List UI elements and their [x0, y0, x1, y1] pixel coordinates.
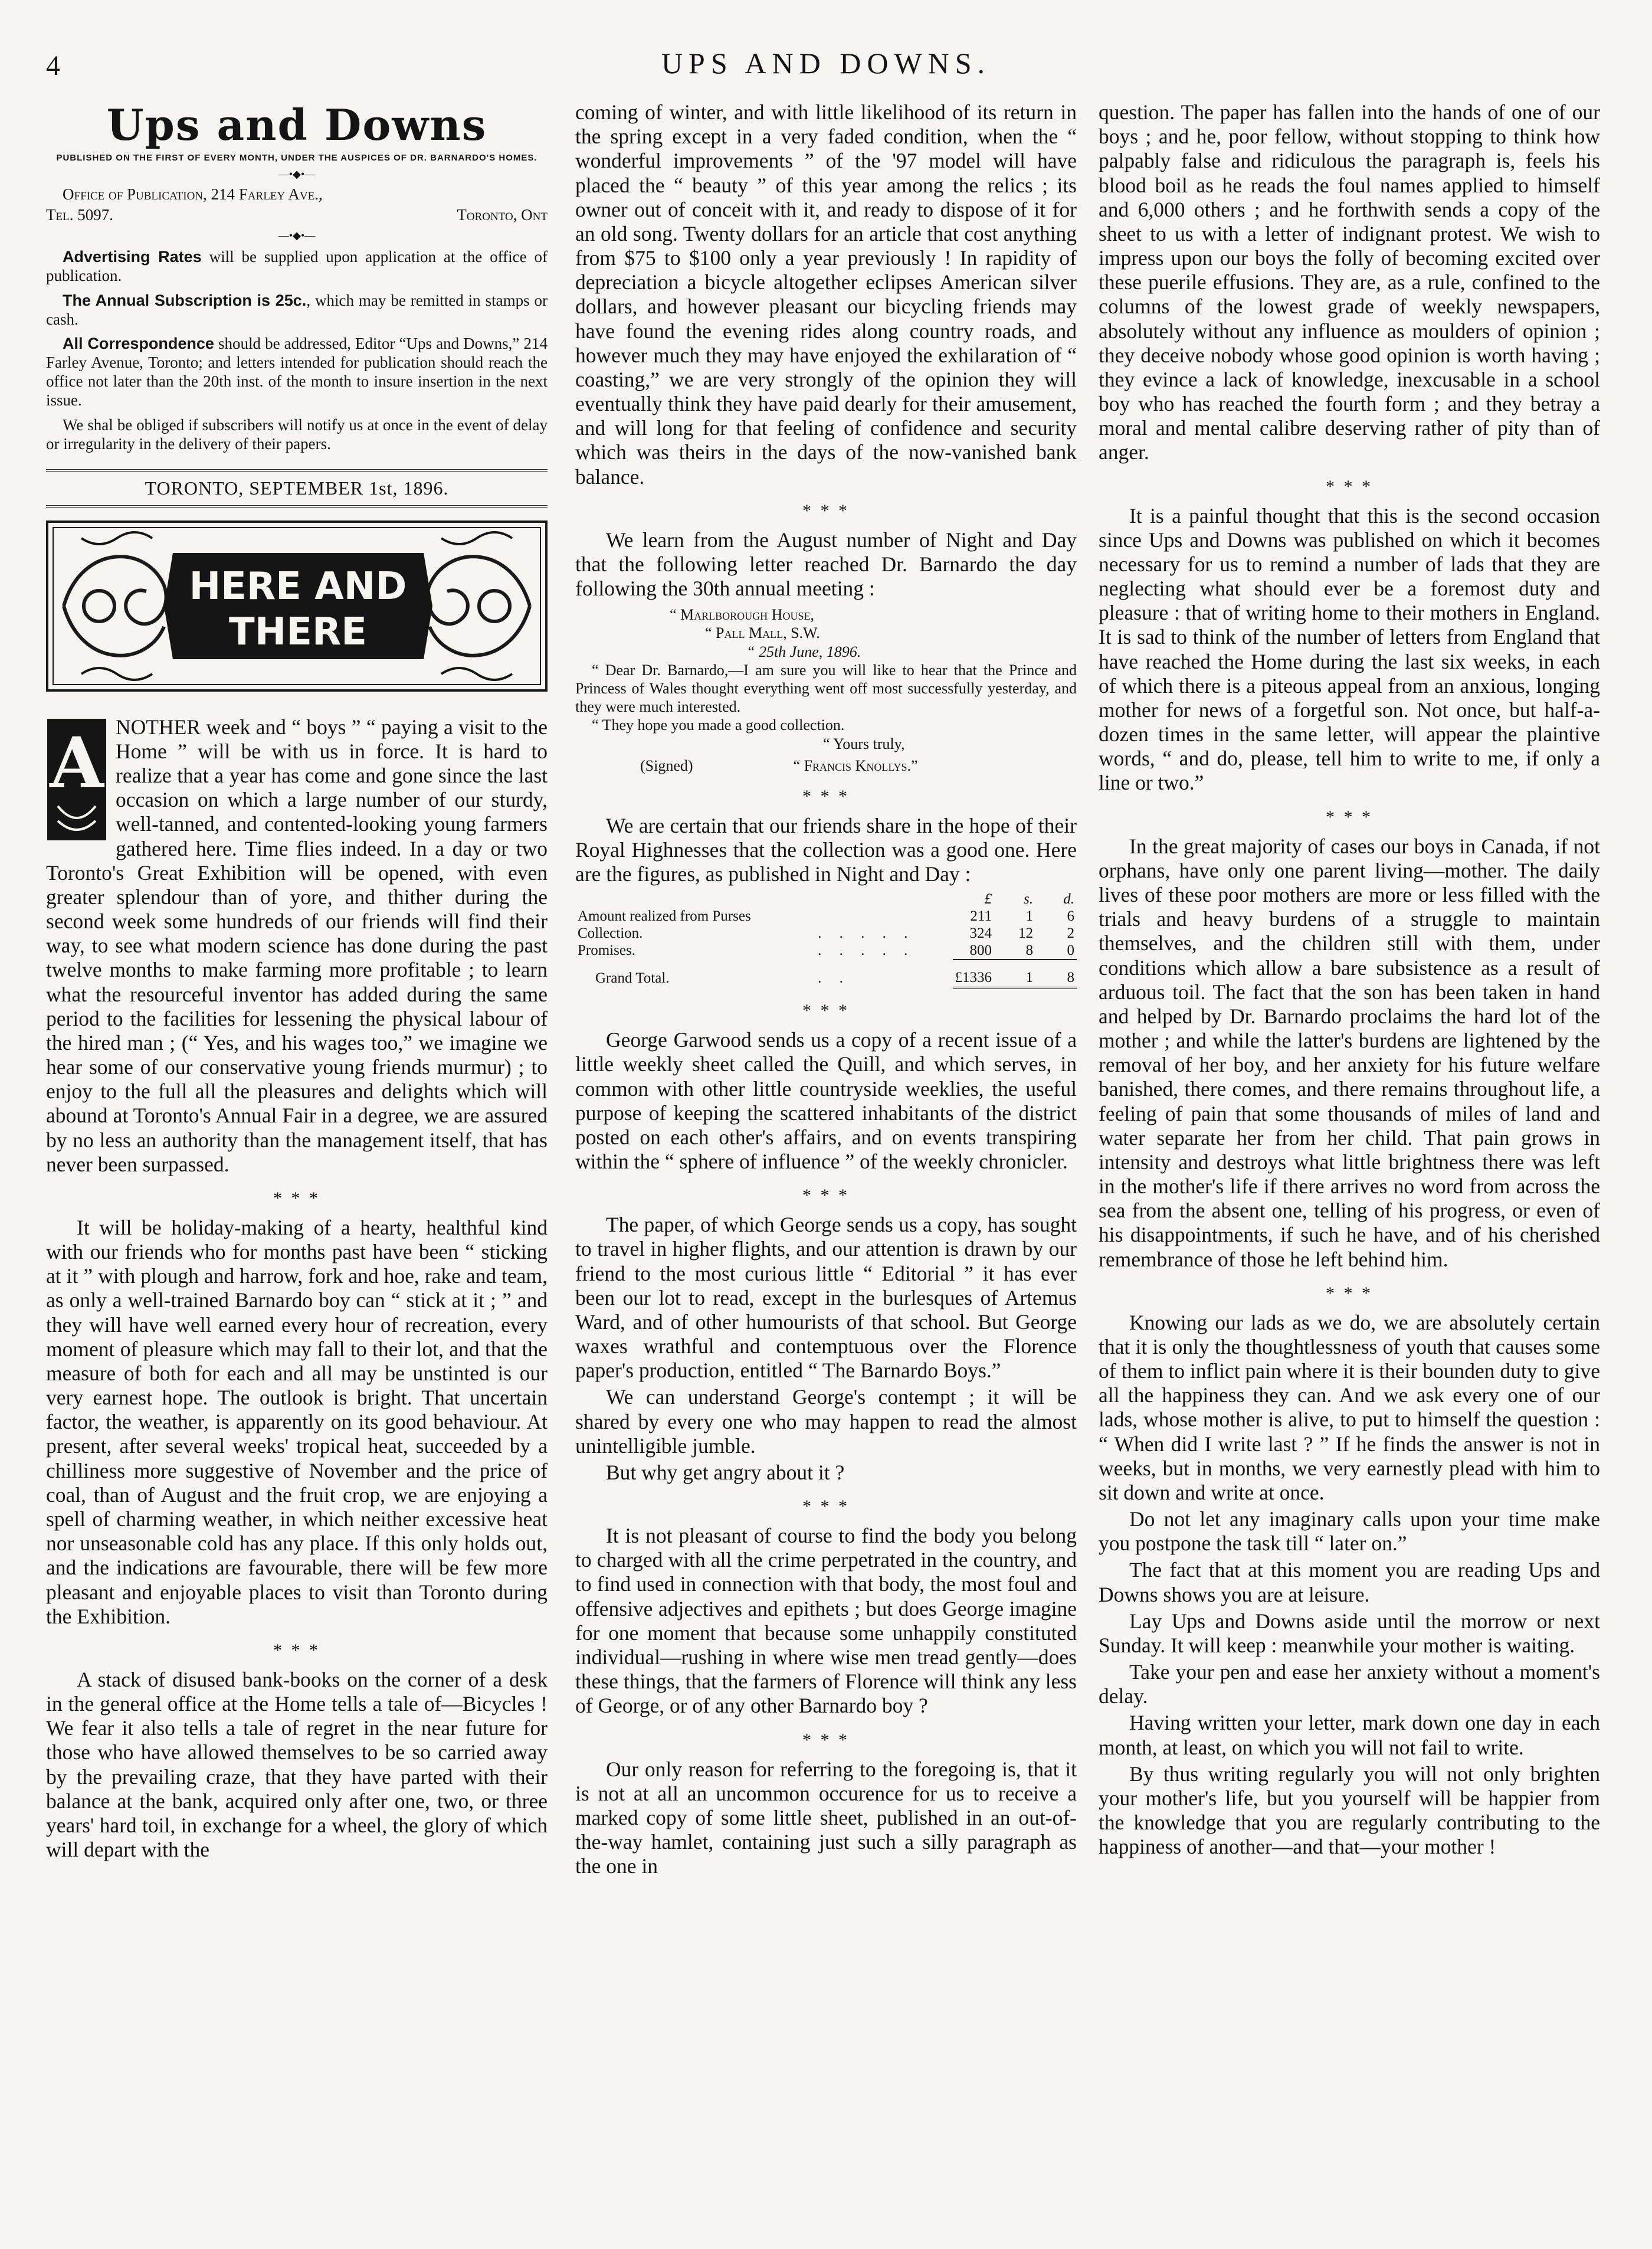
notice-text: should be addressed, Editor “Ups and Downs,” 214 Farley Avenue, Toronto; and letters intended for publication should reach the office not later than the 20th inst. of the month to insure insertion in the next issue.: [46, 335, 548, 409]
total-pounds: £1336: [953, 960, 995, 988]
section-stars: * * *: [802, 1730, 850, 1750]
pounds-cell: 800: [969, 942, 992, 958]
column-1: [46, 100, 548, 1864]
paragraph: In the great majority of cases our boys in Canada, if not orphans, have only one parent living—mother. The daily lives of these poor mothers are more or less filled with the trials and heavy burdens of a struggle to maintain themselves, and the children still with them, under conditions which allow a bare subsistence as a result of arduous toil. The fact that the son has been taken in hand and helped by Dr. Barnardo proclaims the hard lot of the mother ; and while the latter's burdens are lightened by the removal of her boy, and her anxiety for his future welfare banished, there comes, and there remains throughout life, a feeling of pain that some thousands of miles of land and water separate her from her child. That pain grows in intensity and destroys what little brightness there was left in the mother's life if there arrives no word from across the sea from the absent one, telling of his progress, or even of his disappointments, if such he have, and of his cherished remembrance of those he left behind him.: [1099, 834, 1600, 1271]
paragraph: By thus writing regularly you will not only brighten your mother's life, but you yourself will be happier from the knowledge that you are regularly contributing to the happiness of another—and that—your mother !: [1099, 1762, 1600, 1859]
ornamental-dropcap-icon: [46, 718, 107, 842]
paragraph: But why get angry about it ?: [606, 1460, 845, 1484]
ornament-rule: —•◆•—: [278, 229, 316, 241]
table-row: [575, 942, 1077, 960]
notice-lead: The Annual Subscription is 25c.: [63, 291, 307, 309]
paragraph: coming of winter, and with little likelihood of its return in the spring except in a very faded condition, when the “ wonderful improvements ” of the '97 model will have placed the “ beauty ” of this year among the relics ; its owner out of conceit with it, and ready to dispose of it for an old song. Twenty dollars for an article that cost anything from $75 to $100 only a year previously ! In rapidity of depreciation a bicycle altogether eclipses American silver dollars, and however pleasant our bicycling friends may have found the evening rides along country roads, and however much they may have enjoyed the exhilaration of “ coasting,” we are very strongly of the opinion they will eventually think they have paid dearly for their amusement, and will long for that feeling of confidence and security which was theirs in the days of the now-vanished bank balance.: [575, 100, 1077, 489]
signatory-name: “ Francis Knollys.”: [793, 757, 918, 774]
paragraph: The paper, of which George sends us a copy, has sought to travel in higher flights, and our attention is drawn by our friend to the most curious little “ Editorial ” it has ever been our lot to read, except in the burlesques of Artemus Ward, and of other humourists of that school. But George waxes wrathful and contemptuous over the Florence paper's production, entitled “ The Barnardo Boys.”: [575, 1213, 1077, 1383]
total-label: Grand Total.: [595, 970, 670, 986]
section-stars: * * *: [273, 1640, 320, 1660]
unit-pence: d.: [1063, 891, 1074, 908]
dropcap-letter: A: [50, 721, 104, 804]
paragraph: It is a painful thought that this is the second occasion since Ups and Downs was published on which it becomes necessary for us to remind a number of lads that they are neglecting what should ever be a foremost duty and pleasure : that of writing home to their mothers in England. It is sad to think of the number of letters from England that have reached the Home during the last six weeks, in each of which there is a piteous appeal from an anxious, longing mother for news of a forgetful son. Not once, but half-a-dozen times in the same letter, will appear the plaintive words, “ and do, please, tell him to write to me, if only a line or two.”: [1099, 503, 1600, 795]
publication-notices: [46, 248, 548, 454]
pence-cell: 0: [1067, 942, 1074, 958]
ornament-rule: —•◆•—: [278, 168, 316, 180]
paragraph: It is not pleasant of course to find the body you belong to charged with all the crime perpetrated in the country, and to find used in connection with that body, the most foul and offensive adjectives and epithets ; but does George imagine for one moment that because some unhappily constituted individual—rushing in where wise men tread gently—does these things, that the farmers of Florence will think any less of George, or of any other Barnardo boy ?: [575, 1524, 1077, 1718]
letter-body: “ They hope you made a good collection.: [592, 716, 845, 734]
row-dots: [815, 908, 952, 925]
running-title: UPS AND DOWNS.: [661, 47, 991, 80]
notice-advertising: [46, 248, 548, 286]
paragraph: question. The paper has fallen into the hands of one of our boys ; and he, poor fellow, without stopping to think how palpably false and ridiculous the paragraph is, feels his blood boil as he reads the foul names applied to himself and 6,000 others ; and he forthwith sends a copy of the sheet to us with a letter of indignant protest. We wish to impress upon our boys the folly of becoming excited over these puerile effusions. They are, as a rule, confined to the columns of the lowest grade of weekly newspapers, absolutely without any influence as moulders of opinion ; they deceive nobody whose good opinion is worth having ; they evince a lack of knowledge, inexcusable in a school boy who has reached the fourth form ; and they betray a moral and mental calibre deserving rather of pity than of anger.: [1099, 100, 1600, 464]
section-stars: * * *: [802, 1001, 850, 1021]
column-2: [575, 100, 1077, 1881]
notice-correspondence: [46, 335, 548, 410]
paragraph: Do not let any imaginary calls upon your time make you postpone the task till “ later on.”: [1099, 1507, 1600, 1556]
notice-text: We shal be obliged if subscribers will notify us at once in the event of delay or irregularity in the delivery of their papers.: [46, 415, 548, 453]
banner-line-2: THERE: [229, 610, 367, 654]
paragraph: Our only reason for referring to the foregoing is, that it is not at all an uncommon occurence for us to receive a marked copy of some little sheet, published in an out-of-the-way hamlet, containing just such a silly paragraph as the one in: [575, 1757, 1077, 1878]
row-dots: . . . . .: [818, 942, 915, 959]
issue-dateline: TORONTO, SEPTEMBER 1st, 1896.: [46, 469, 548, 508]
letter-address-2: “ Pall Mall, S.W.: [705, 624, 820, 642]
section-stars: * * *: [802, 500, 850, 520]
pence-cell: 6: [1067, 908, 1074, 925]
page-number: 4: [46, 50, 60, 81]
here-and-there-banner: [46, 520, 548, 698]
notice-subscription: [46, 292, 548, 329]
section-stars: * * *: [1326, 807, 1373, 827]
table-total-row: [575, 960, 1077, 988]
paragraph: The fact that at this moment you are reading Ups and Downs shows you are at leisure.: [1099, 1558, 1600, 1606]
notice-delivery: [46, 416, 548, 454]
masthead-subtitle: PUBLISHED ON THE FIRST OF EVERY MONTH, UNDER THE AUSPICES OF DR. BARNARDO'S HOMES.: [56, 152, 537, 163]
city: Toronto, Ont: [457, 205, 548, 224]
paragraph: A stack of disused bank-books on the corner of a desk in the general office at the Home tells a tale of—Bicycles ! We fear it also tells a tale of regret in the near future for those who have allowed themselves to be so carried away by the prevailing craze, that they have parted with their balance at the bank, acquired only after one, two, or three years' hard toil, in exchange for a wheel, the glory of which will depart with the: [46, 1667, 548, 1862]
notice-lead: Advertising Rates: [63, 247, 202, 266]
table-row: [575, 925, 1077, 942]
section-stars: * * *: [1326, 476, 1373, 496]
paragraph: We are certain that our friends share in the hope of their Royal Highnesses that the collection was a good one. Here are the figures, as published in Night and Day :: [575, 813, 1077, 886]
unit-pounds: £: [984, 891, 992, 908]
notice-lead: All Correspondence: [63, 335, 214, 353]
masthead-title: Ups and Downs: [106, 100, 487, 150]
banner-ornament: [46, 520, 548, 692]
quoted-letter: [575, 605, 1077, 775]
row-label: Collection.: [578, 925, 643, 941]
row-label: Amount realized from Purses: [578, 908, 751, 925]
paragraph: We learn from the August number of Night and Day that the following letter reached Dr. Barnardo the day following the 30th annual meeting :: [575, 528, 1077, 601]
row-dots: . .: [818, 970, 850, 986]
letter-signature: [575, 757, 1077, 775]
collection-figures-table: [575, 891, 1077, 989]
section-stars: * * *: [273, 1188, 320, 1208]
table-row: [575, 908, 1077, 925]
column-3: [1099, 100, 1600, 1862]
unit-shillings: s.: [1024, 891, 1033, 908]
paragraph: Take your pen and ease her anxiety without a moment's delay.: [1099, 1660, 1600, 1708]
office-info: [46, 184, 548, 225]
notice-text: will be supplied upon application at the office of publication.: [46, 247, 548, 284]
table-header-row: [575, 891, 1077, 908]
total-shillings: 1: [994, 960, 1035, 988]
section-stars: * * *: [1326, 1283, 1373, 1303]
row-dots: . . . . .: [818, 925, 915, 941]
pounds-cell: 211: [970, 908, 992, 925]
letter-address-1: “ Marlborough House,: [670, 606, 814, 624]
paragraph: Lay Ups and Downs aside until the morrow or next Sunday. It will keep : meanwhile your mother is waiting.: [1099, 1609, 1600, 1657]
shillings-cell: 12: [1018, 925, 1033, 941]
paragraph: NOTHER week and “ boys ” “ paying a visit to the Home ” will be with us in force. It is hard to realize that a year has come and gone since the last occasion on which a large number of our sturdy, well-tanned, and contented-looking young farmers gathered here. Time flies indeed. In a day or two Toronto's Great Exhibition will be opened, with even greater splendour than of yore, and thither during the second week some hundreds of our friends will find their way, to see what modern science has done during the past twelve months to make farming more profitable ; to learn what the resourceful inventor has added during the same period to the facilities for lessening the physical labour of the hired man ; (“ Yes, and his wages too,” we imagine we hear some of our conservative young friends murmur) ; to enjoy to the full all the pleasures and delights which will abound at Toronto's Annual Fair in a degree, we are assured by no less an authority than the management itself, that has never been surpassed.: [46, 715, 548, 1176]
section-stars: * * *: [802, 1186, 850, 1206]
paragraph: We can understand George's contempt ; it will be shared by every one who may happen to read the almost unintelligible jumble.: [575, 1385, 1077, 1458]
paragraph: Knowing our lads as we do, we are absolutely certain that it is only the thoughtlessness of youth that causes some of them to inflict pain where it is their bounden duty to give all the happiness they can. And we ask every one of our lads, whose mother is alive, to put to himself the question : “ When did I write last ? ” If he finds the answer is not in weeks, but in months, we very earnestly plead with him to sit down and write at once.: [1099, 1310, 1600, 1504]
pounds-cell: 324: [969, 925, 992, 941]
letter-closing: “ Yours truly,: [823, 735, 905, 752]
telephone: Tel. 5097.: [46, 205, 113, 224]
shillings-cell: 8: [1025, 942, 1033, 958]
paragraph: It will be holiday-making of a hearty, healthful kind with our friends who for months past have been “ sticking at it ” with plough and harrow, fork and hoe, rake and team, as only a well-trained Barnardo boy can “ stick at it ; ” and they will have well earned every hour of recreation, every moment of pleasure which may fall to their lot, and that the measure of both for each and all may be unstinted is our very earnest hope. The outlook is bright. That uncertain factor, the weather, is apparently on its good behaviour. At present, after several weeks' tropical heat, succeeded by a chilliness more suggestive of November and the price of coal, than of August and the fruit crop, we are enjoying a spell of charming weather, in which neither excessive heat nor unseasonable cold has any place. If this only holds out, and the indications are favourable, there will be few more pleasant and enjoyable places to visit than Toronto during the Exhibition.: [46, 1215, 548, 1628]
letter-date: “ 25th June, 1896.: [746, 643, 861, 660]
office-line: Office of Publication, 214 Farley Ave.,: [63, 185, 323, 203]
paragraph: Having written your letter, mark down one day in each month, at least, on which you will not fail to write.: [1099, 1711, 1600, 1759]
total-pence: 8: [1035, 960, 1077, 988]
paragraph: George Garwood sends us a copy of a recent issue of a little weekly sheet called the Quill, and which serves, in common with other little countryside weeklies, the useful purpose of keeping the scattered inhabitants of the district posted on each other's affairs, and on events transpiring within the “ sphere of influence ” of the weekly chronicler.: [575, 1028, 1077, 1174]
pence-cell: 2: [1067, 925, 1074, 941]
row-label: Promises.: [578, 942, 635, 959]
shillings-cell: 1: [1025, 908, 1033, 925]
section-stars: * * *: [802, 1497, 850, 1517]
notice-text: , which may be remitted in stamps or cash.: [46, 291, 548, 328]
signed-label: (Signed): [640, 757, 693, 774]
article-opening: [46, 715, 548, 1177]
section-stars: * * *: [802, 786, 850, 806]
letter-body: “ Dear Dr. Barnardo,—I am sure you will like to hear that the Prince and Princess of Wales thought everything went off most successfully yesterday, and they were much interested.: [575, 661, 1077, 716]
banner-line-1: HERE AND: [189, 564, 407, 608]
